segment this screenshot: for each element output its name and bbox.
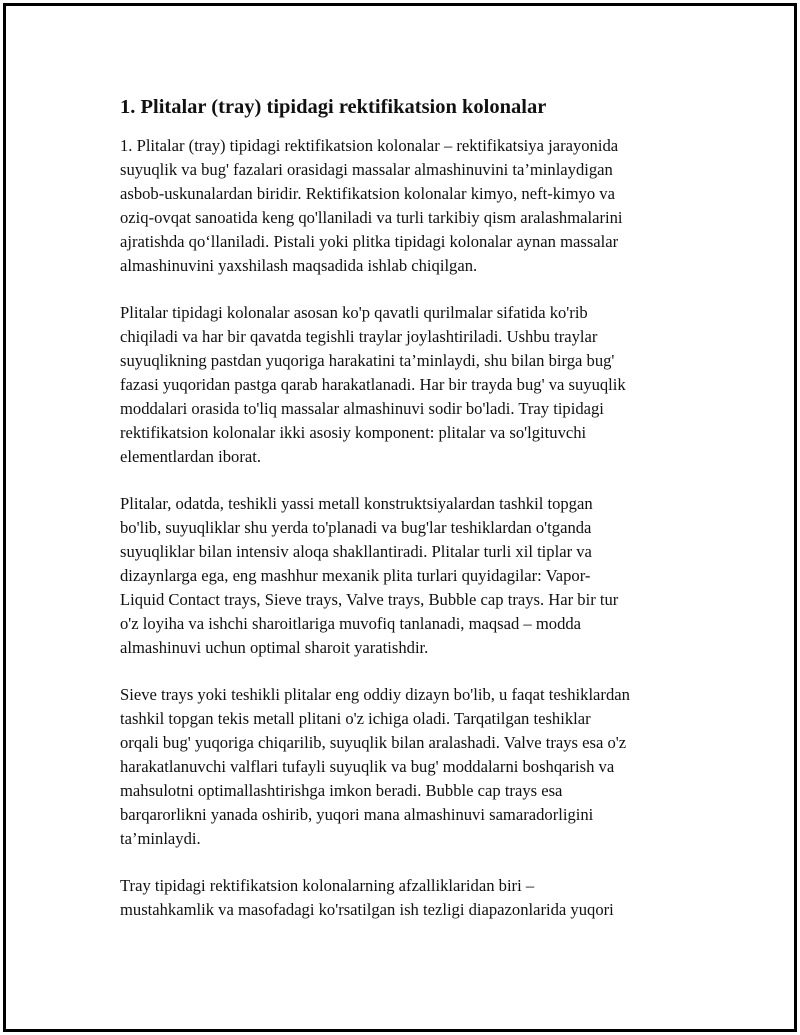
paragraph-1 <box>120 134 700 278</box>
paragraph-line: suyuqlik va bug' fazalari orasidagi massalar almashinuvini ta’minlaydigan <box>120 160 613 179</box>
paragraph-line: almashinuvini yaxshilash maqsadida ishlab chiqilgan. <box>120 256 478 275</box>
paragraph-line: harakatlanuvchi valflari tufayli suyuqlik va bug' moddalarni boshqarish va <box>120 757 615 776</box>
paragraph-2 <box>120 301 700 469</box>
paragraph-line: elementlardan iborat. <box>120 447 261 466</box>
paragraph-line: oziq-ovqat sanoatida keng qo'llaniladi va turli tarkibiy qism aralashmalarini <box>120 208 623 227</box>
paragraph-line: suyuqlikning pastdan yuqoriga harakatini ta’minlaydi, shu bilan birga bug' <box>120 351 615 370</box>
paragraph-line: mustahkamlik va masofadagi ko'rsatilgan ish tezligi diapazonlarida yuqori <box>120 900 614 919</box>
paragraph-line: ta’minlaydi. <box>120 829 201 848</box>
paragraph-4 <box>120 683 700 851</box>
document-title: 1. Plitalar (tray) tipidagi rektifikatsion kolonalar <box>120 96 547 118</box>
paragraph-line: 1. Plitalar (tray) tipidagi rektifikatsion kolonalar – rektifikatsiya jarayonida <box>120 136 619 155</box>
document-page <box>3 3 797 1032</box>
paragraph-line: Plitalar, odatda, teshikli yassi metall konstruktsiyalardan tashkil topgan <box>120 494 593 513</box>
paragraph-line: rektifikatsion kolonalar ikki asosiy komponent: plitalar va so'lgituvchi <box>120 423 587 442</box>
paragraph-line: Liquid Contact trays, Sieve trays, Valve trays, Bubble cap trays. Har bir tur <box>120 590 619 609</box>
paragraph-line: fazasi yuqoridan pastga qarab harakatlanadi. Har bir trayda bug' va suyuqlik <box>120 375 626 394</box>
paragraph-line: chiqiladi va har bir qavatda tegishli traylar joylashtiriladi. Ushbu traylar <box>120 327 598 346</box>
paragraph-line: tashkil topgan tekis metall plitani o'z ichiga oladi. Tarqatilgan teshiklar <box>120 709 591 728</box>
paragraph-line: mahsulotni optimallashtirishga imkon beradi. Bubble cap trays esa <box>120 781 563 800</box>
paragraph-5 <box>120 874 700 922</box>
paragraph-line: orqali bug' yuqoriga chiqarilib, suyuqlik bilan aralashadi. Valve trays esa o'z <box>120 733 627 752</box>
paragraph-line: asbob-uskunalardan biridir. Rektifikatsion kolonalar kimyo, neft-kimyo va <box>120 184 615 203</box>
paragraph-line: barqarorlikni yanada oshirib, yuqori mana almashinuvi samaradorligini <box>120 805 594 824</box>
paragraph-line: Sieve trays yoki teshikli plitalar eng oddiy dizayn bo'lib, u faqat teshiklardan <box>120 685 630 704</box>
paragraph-line: ajratishda qo‘llaniladi. Pistali yoki plitka tipidagi kolonalar aynan massalar <box>120 232 619 251</box>
paragraph-line: Plitalar tipidagi kolonalar asosan ko'p qavatli qurilmalar sifatida ko'rib <box>120 303 588 322</box>
paragraph-line: moddalari orasida to'liq massalar almashinuvi sodir bo'ladi. Tray tipidagi <box>120 399 604 418</box>
paragraph-line: o'z loyiha va ishchi sharoitlariga muvofiq tanlanadi, maqsad – modda <box>120 614 582 633</box>
paragraph-line: dizaynlarga ega, eng mashhur mexanik plita turlari quyidagilar: Vapor- <box>120 566 591 585</box>
paragraph-line: bo'lib, suyuqliklar shu yerda to'planadi va bug'lar teshiklardan o'tganda <box>120 518 592 537</box>
paragraph-3 <box>120 492 700 660</box>
document-content <box>120 94 700 945</box>
paragraph-line: Tray tipidagi rektifikatsion kolonalarning afzalliklaridan biri – <box>120 876 535 895</box>
paragraph-line: suyuqliklar bilan intensiv aloqa shakllantiradi. Plitalar turli xil tiplar va <box>120 542 592 561</box>
paragraph-line: almashinuvi uchun optimal sharoit yaratishdir. <box>120 638 429 657</box>
